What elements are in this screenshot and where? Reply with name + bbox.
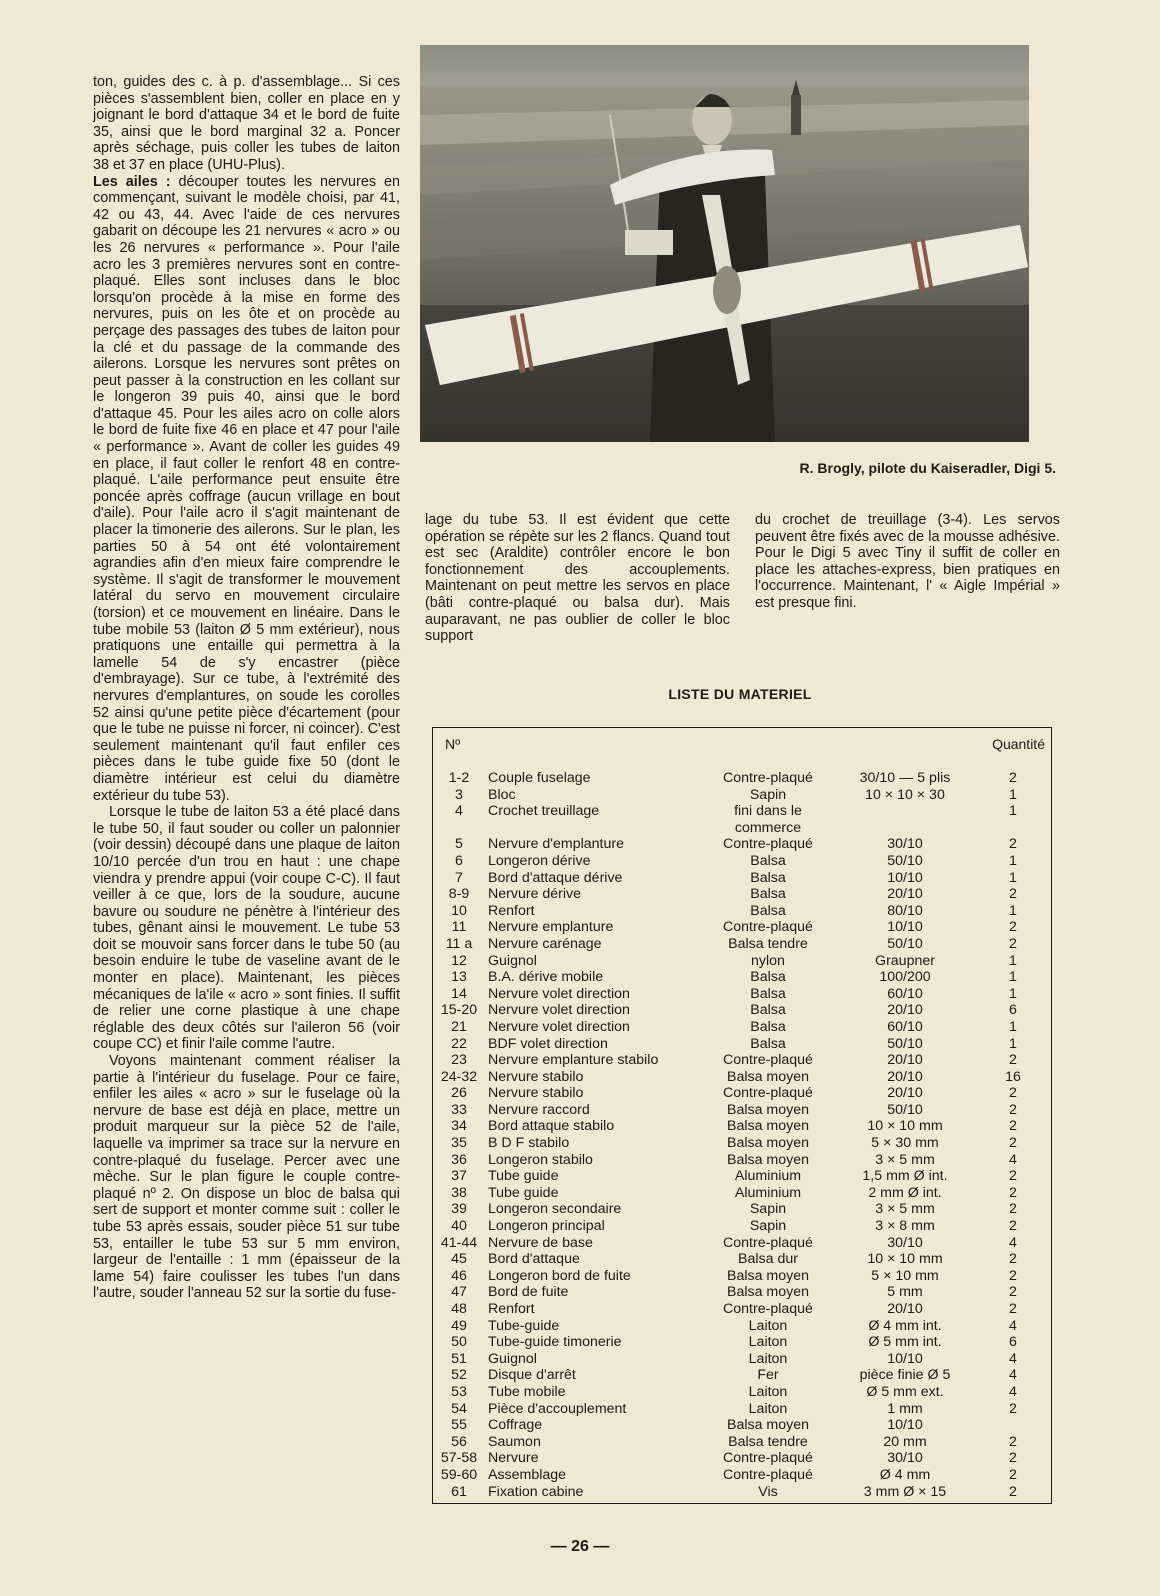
cell-dimension: 20 mm	[883, 1433, 927, 1450]
cell-number: 1-2	[448, 770, 470, 786]
cell-designation: Disque d'arrêt	[488, 1367, 576, 1384]
cell-material: Balsa	[750, 1035, 786, 1052]
cell-dimension: 10 × 10 mm	[867, 1118, 943, 1135]
cell-designation: Bord attaque stabilo	[488, 1118, 615, 1135]
cell-designation: B D F stabilo	[488, 1135, 570, 1152]
cell-quantity: 2	[1009, 1284, 1017, 1301]
table-row	[433, 1036, 1051, 1053]
cell-material: Aluminium	[734, 1168, 802, 1185]
table-row	[433, 870, 1051, 887]
cell-material: Balsa	[750, 1002, 786, 1019]
table-row	[433, 953, 1051, 970]
cell-number: 36	[451, 1151, 467, 1168]
cell-number: 41-44	[440, 1234, 478, 1251]
cell-quantity: 2	[1009, 1301, 1017, 1317]
cell-dimension: pièce finie Ø 5	[859, 1367, 951, 1384]
cell-number: 38	[451, 1184, 467, 1201]
table-row	[433, 969, 1051, 986]
cell-number: 14	[451, 985, 467, 1002]
cell-designation: Tube guide	[488, 1168, 559, 1185]
cell-designation: Nervure carénage	[488, 935, 602, 952]
cell-dimension: 20/10	[887, 1085, 923, 1102]
cell-number: 35	[451, 1135, 467, 1152]
cell-dimension: 5 × 10 mm	[871, 1267, 939, 1284]
cell-quantity: 2	[1009, 1251, 1017, 1268]
paragraph-wings	[93, 174, 400, 805]
cell-material: Balsa moyen	[726, 1267, 809, 1284]
cell-quantity: 1	[1009, 902, 1017, 919]
cell-material: Balsa moyen	[726, 1118, 809, 1135]
cell-quantity: 2	[1009, 1267, 1017, 1284]
cell-quantity: 2	[1009, 1101, 1017, 1118]
cell-number: 3	[455, 786, 463, 803]
table-row	[433, 1085, 1051, 1102]
cell-number: 50	[451, 1334, 467, 1351]
cell-designation: B.A. dérive mobile	[488, 969, 604, 986]
cell-number: 57-58	[440, 1450, 478, 1467]
cell-material: Balsa moyen	[726, 1284, 809, 1301]
header-number: Nº	[445, 736, 461, 752]
cell-dimension: 10 × 10 mm	[867, 1251, 943, 1268]
cell-designation: Pièce d'accouplement	[488, 1400, 627, 1417]
cell-number: 12	[451, 952, 467, 969]
cell-quantity: 2	[1009, 1433, 1017, 1450]
table-row	[433, 836, 1051, 853]
cell-material: Fer	[757, 1367, 779, 1384]
cell-dimension: 5 mm	[887, 1284, 923, 1301]
cell-quantity: 4	[1009, 1350, 1017, 1367]
cell-quantity: 2	[1009, 1400, 1017, 1417]
cell-designation: Longeron dérive	[488, 852, 591, 869]
cell-material: Balsa moyen	[726, 1135, 809, 1152]
cell-material: Contre-plaqué	[723, 836, 813, 853]
cell-number: 56	[451, 1433, 467, 1450]
cell-quantity: 2	[1009, 1483, 1017, 1500]
table-row	[433, 936, 1051, 953]
photo-caption: R. Brogly, pilote du Kaiseradler, Digi 5.	[799, 460, 1056, 476]
cell-number: 33	[451, 1101, 467, 1118]
cell-quantity: 1	[1009, 786, 1017, 803]
cell-quantity: 4	[1009, 1151, 1017, 1168]
cell-quantity: 1	[1009, 985, 1017, 1002]
cell-designation: Bord d'attaque dérive	[488, 869, 623, 886]
cell-number: 61	[451, 1483, 467, 1500]
cell-material: Sapin	[749, 1218, 787, 1235]
cell-dimension: Graupner	[875, 952, 935, 969]
cell-material: Balsa	[750, 869, 786, 886]
cell-designation: Couple fuselage	[488, 770, 591, 786]
cell-dimension: 30/10	[887, 836, 923, 853]
cell-material: Contre-plaqué	[723, 1450, 813, 1467]
cell-quantity: 2	[1009, 1168, 1017, 1185]
table-row	[433, 1019, 1051, 1036]
cell-designation: Tube-guide	[488, 1317, 560, 1334]
cell-material: Balsa	[750, 886, 786, 903]
cell-designation: Guignol	[488, 952, 537, 969]
pilot-photo	[420, 45, 1029, 442]
page-number: — 26 —	[550, 1538, 610, 1555]
cell-designation: Renfort	[488, 902, 535, 919]
cell-designation: Longeron principal	[488, 1218, 605, 1235]
paragraph: Voyons maintenant comment réaliser la partie à l'intérieur du fuselage. Pour ce faire, enfiler les ailes « acro » sur le fuselage où la nervure de base est déjà en place, mettre un produit marqueur sur la pièce 52 de l'aile, laquelle va imprimer sa trace sur la nervure en contre-plaqué du fuselage. Percer avec une mèche. Sur le plan figure le couple contre-plaqué nº 2. On dispose un bloc de balsa qui sert de support et monter comme suit : coller le tube 53 après essais, souder pièce 51 sur tube 53, entailler le tube 53 sur 5 mm environ, largeur de l'entaille : 1 mm (épaisseur de la lame 54) faire coulisser les tubes l'un dans l'autre, souder l'anneau 52 sur la sortie du fuse-	[93, 1053, 400, 1302]
cell-material: Contre-plaqué	[723, 1301, 813, 1317]
table-row	[433, 1367, 1051, 1384]
cell-designation: Renfort	[488, 1301, 535, 1317]
table-row	[433, 853, 1051, 870]
cell-designation: BDF volet direction	[488, 1035, 608, 1052]
right-text-column: du crochet de treuillage (3-4). Les servos peuvent être fixés avec de la mousse adhésive. Pour le Digi 5 avec Tiny il suffit de coller en place les attaches-express, bien pratiques en l'occurrence. Maintenant, l' « Aigle Impérial » est presque fini.	[755, 512, 1060, 611]
cell-material: Contre-plaqué	[723, 1052, 813, 1069]
cell-material: Laiton	[748, 1400, 788, 1417]
table-row	[433, 787, 1051, 804]
header-quantity: Quantité	[992, 736, 1045, 752]
cell-dimension: 20/10	[887, 1068, 923, 1085]
table-row	[433, 1334, 1051, 1351]
cell-material: Laiton	[748, 1317, 788, 1334]
cell-number: 7	[455, 869, 463, 886]
cell-material: Contre-plaqué	[723, 919, 813, 936]
table-row	[433, 770, 1051, 787]
table-header	[433, 736, 1051, 754]
cell-quantity: 4	[1009, 1234, 1017, 1251]
cell-number: 34	[451, 1118, 467, 1135]
cell-material: Balsa	[750, 969, 786, 986]
cell-number: 8-9	[448, 886, 470, 903]
cell-dimension: 50/10	[887, 1035, 923, 1052]
cell-number: 47	[451, 1284, 467, 1301]
cell-number: 55	[451, 1417, 467, 1434]
cell-number: 24-32	[440, 1068, 478, 1085]
cell-number: 5	[455, 836, 463, 853]
cell-dimension: 80/10	[887, 902, 923, 919]
table-row	[433, 1484, 1051, 1501]
cell-designation: Assemblage	[488, 1466, 567, 1483]
cell-material: Contre-plaqué	[723, 1234, 813, 1251]
cell-quantity: 1	[1009, 869, 1017, 886]
cell-material: fini dans le commerce	[734, 803, 802, 836]
cell-designation: Bloc	[488, 786, 516, 803]
paragraph: Lorsque le tube de laiton 53 a été placé dans le tube 50, il faut souder ou coller un palonnier (voir dessin) découpé dans une plaque de laiton 10/10 percée d'un trou en haut : une chape viendra y prendre appui (voir coupe C-C). Il faut veiller à ce que, lors de la soudure, aucune bavure ou soudure ne pénètre à l'intérieur des tubes, gênant ainsi le mouvement. Le tube 53 doit se mouvoir sans forcer dans le tube 50 (au besoin enduire le tube de vaseline avant de le monter en place). Maintenant, les pièces mécaniques de la'ile « acro » sont finies. Il suffit de relier une corne plastique à une chape réglable des deux côtés sur l'aileron 56 (voir coupe CC) et finir l'aile comme l'autre.	[93, 804, 400, 1053]
table-row	[433, 1401, 1051, 1418]
cell-material: Balsa moyen	[726, 1151, 809, 1168]
left-text-column	[93, 74, 400, 1302]
cell-dimension: 30/10 — 5 plis	[859, 770, 951, 786]
cell-number: 21	[451, 1018, 467, 1035]
cell-number: 48	[451, 1301, 467, 1317]
cell-designation: Nervure emplanture stabilo	[488, 1052, 659, 1069]
cell-quantity: 2	[1009, 1052, 1017, 1069]
cell-designation: Fixation cabine	[488, 1483, 584, 1500]
cell-material: Contre-plaqué	[723, 770, 813, 786]
cell-material: Balsa	[750, 852, 786, 869]
cell-quantity: 2	[1009, 919, 1017, 936]
cell-dimension: Ø 4 mm	[879, 1466, 931, 1483]
cell-dimension: Ø 4 mm int.	[868, 1317, 942, 1334]
cell-material: nylon	[751, 952, 785, 969]
cell-number: 26	[451, 1085, 467, 1102]
cell-material: Contre-plaqué	[723, 1085, 813, 1102]
cell-designation: Nervure volet direction	[488, 1018, 630, 1035]
cell-designation: Tube guide	[488, 1184, 559, 1201]
cell-dimension: 3 × 5 mm	[875, 1151, 935, 1168]
cell-dimension: 10/10	[887, 869, 923, 886]
table-row	[433, 1284, 1051, 1301]
table-row	[433, 1417, 1051, 1434]
cell-designation: Nervure stabilo	[488, 1068, 584, 1085]
table-row	[433, 1102, 1051, 1119]
paragraph-text: découper toutes les nervures en commençant, suivant le modèle choisi, par 41, 42 ou 43, 44. Avec l'aide de ces nervures gabarit on découpe les 21 nervures « acro » ou les 26 nervures « performance ». Pour l'aile acro les 3 premières nervures sont en contre-plaqué. Elles sont incluses dans le bloc lorsqu'on procède à la mise en forme des nervures, puis on les ôte et on procède au perçage des passages des tubes de laiton pour la clé et du passage de la commande des ailerons. Lorsque les nervures sont prêtes on peut passer à la construction en les collant sur le longeron 39 puis 40, ainsi que le bord d'attaque 45. Pour les ailes acro on colle alors le bord de fuite fixe 46 en place et 47 pour l'aile « performance ». Avant de coller les guides 49 en place, il faut coller le renfort 48 en contre-plaqué. L'aile performance peut ensuite être poncée après coffrage (aucun vrillage en bout d'aile). Pour l'aile acro il s'agit maintenant de placer la timonerie des ailerons. Sur le plan, les parties 50 à 54 ont été volontairement agrandies afin d'en mieux faire comprendre le système. Il s'agit de transformer le mouvement latéral du servo en mouvement circulaire (torsion) et ce mouvement en linéaire. Dans le tube mobile 53 (laiton Ø 5 mm extérieur), nous pratiquons une entaille qui permettra à la lamelle 54 de s'y encastrer (pièce d'embrayage). Sur ce tube, à l'extrémité des nervures d'emplantures, on soude les corolles 52 ainsi qu'une petite pièce d'écartement (pour que le tube ne puisse ni forcer, ni coincer). C'est seulement maintenant qu'il faut enfiler ces pièces dans le tube guide fixe 50 (dont le diamètre intérieur est celui du diamètre extérieur du tube 53).	[93, 173, 401, 804]
cell-material: Balsa moyen	[726, 1068, 809, 1085]
table-row	[433, 1118, 1051, 1135]
cell-dimension: 20/10	[887, 1301, 923, 1317]
table-row	[433, 1467, 1051, 1484]
cell-dimension: 100/200	[879, 969, 931, 986]
cell-designation: Nervure stabilo	[488, 1085, 584, 1102]
cell-number: 23	[451, 1052, 467, 1069]
cell-dimension: 20/10	[887, 1052, 923, 1069]
cell-dimension: Ø 5 mm int.	[868, 1334, 942, 1351]
cell-material: Laiton	[748, 1383, 788, 1400]
cell-designation: Tube-guide timonerie	[488, 1334, 622, 1351]
cell-dimension: 1 mm	[887, 1400, 923, 1417]
material-table	[432, 727, 1052, 1504]
cell-number: 22	[451, 1035, 467, 1052]
cell-number: 53	[451, 1383, 467, 1400]
cell-dimension: 20/10	[887, 886, 923, 903]
cell-number: 51	[451, 1350, 467, 1367]
cell-dimension: 60/10	[887, 1018, 923, 1035]
cell-quantity: 2	[1009, 1450, 1017, 1467]
cell-quantity: 16	[1005, 1068, 1021, 1085]
cell-dimension: 3 × 8 mm	[875, 1218, 935, 1235]
cell-quantity: 4	[1009, 1367, 1017, 1384]
cell-dimension: 2 mm Ø int.	[868, 1184, 942, 1201]
table-row	[433, 1135, 1051, 1152]
cell-number: 10	[451, 902, 467, 919]
cell-number: 11 a	[445, 935, 473, 952]
cell-material: Balsa	[750, 1018, 786, 1035]
cell-material: Sapin	[749, 1201, 787, 1218]
table-row	[433, 1069, 1051, 1086]
cell-dimension: 10/10	[887, 1350, 923, 1367]
table-row	[433, 1218, 1051, 1235]
cell-designation: Bord de fuite	[488, 1284, 569, 1301]
cell-dimension: 1,5 mm Ø int.	[862, 1168, 948, 1185]
cell-material: Balsa	[750, 985, 786, 1002]
table-row	[433, 1201, 1051, 1218]
cell-material: Laiton	[748, 1334, 788, 1351]
cell-number: 49	[451, 1317, 467, 1334]
table-row	[433, 1052, 1051, 1069]
cell-designation: Bord d'attaque	[488, 1251, 580, 1268]
table-row	[433, 919, 1051, 936]
middle-text-column: lage du tube 53. Il est évident que cette opération se répète sur les 2 flancs. Quand tout est sec (Araldite) contrôler encore le bon fonctionnement des accouplements. Maintenant on peut mettre les servos en place (bâti contre-plaqué ou balsa dur). Mais auparavant, ne pas oublier de coller le bloc support	[425, 512, 730, 645]
cell-dimension: 60/10	[887, 985, 923, 1002]
cell-material: Vis	[758, 1483, 778, 1500]
cell-designation: Nervure d'emplanture	[488, 836, 624, 853]
cell-material: Sapin	[749, 786, 787, 803]
cell-number: 54	[451, 1400, 467, 1417]
table-row	[433, 1301, 1051, 1318]
table-row	[433, 1235, 1051, 1252]
cell-dimension: 3 × 5 mm	[875, 1201, 935, 1218]
cell-material: Balsa	[750, 902, 786, 919]
cell-designation: Nervure	[488, 1450, 539, 1467]
paragraph: ton, guides des c. à p. d'assemblage... Si ces pièces s'assemblent bien, coller en place en y joignant le bord d'attaque 34 et le bord de fuite 35, ainsi que le bord marginal 32 a. Poncer après séchage, puis coller les tubes de laiton 38 et 37 en place (UHU-Plus).	[93, 74, 400, 173]
table-row	[433, 1318, 1051, 1335]
cell-material: Contre-plaqué	[723, 1466, 813, 1483]
table-row	[433, 1450, 1051, 1467]
cell-quantity: 1	[1009, 852, 1017, 869]
cell-designation: Nervure raccord	[488, 1101, 590, 1118]
cell-designation: Nervure dérive	[488, 886, 582, 903]
cell-number: 45	[451, 1251, 467, 1268]
cell-quantity: 2	[1009, 836, 1017, 853]
cell-number: 40	[451, 1218, 467, 1235]
cell-dimension: 5 × 30 mm	[871, 1135, 939, 1152]
cell-number: 13	[451, 969, 467, 986]
cell-dimension: 50/10	[887, 852, 923, 869]
cell-quantity: 2	[1009, 770, 1017, 786]
material-list-title: LISTE DU MATERIEL	[668, 686, 812, 702]
cell-designation: Nervure volet direction	[488, 985, 630, 1002]
cell-number: 59-60	[440, 1466, 478, 1483]
table-row	[433, 1251, 1051, 1268]
cell-quantity: 2	[1009, 1135, 1017, 1152]
cell-dimension: 10/10	[887, 1417, 923, 1434]
cell-quantity: 4	[1009, 1383, 1017, 1400]
cell-number: 6	[455, 852, 463, 869]
table-row	[433, 1268, 1051, 1285]
cell-designation: Longeron bord de fuite	[488, 1267, 631, 1284]
cell-quantity: 2	[1009, 1201, 1017, 1218]
cell-material: Balsa dur	[738, 1251, 798, 1268]
cell-designation: Nervure volet direction	[488, 1002, 630, 1019]
cell-quantity: 1	[1009, 803, 1017, 820]
cell-designation: Crochet treuillage	[488, 803, 600, 820]
cell-designation: Tube mobile	[488, 1383, 566, 1400]
cell-material: Balsa tendre	[728, 1433, 808, 1450]
cell-dimension: 20/10	[887, 1002, 923, 1019]
cell-designation: Guignol	[488, 1350, 537, 1367]
table-row	[433, 1434, 1051, 1451]
cell-dimension: 30/10	[887, 1234, 923, 1251]
cell-quantity: 2	[1009, 1218, 1017, 1235]
cell-dimension: 30/10	[887, 1450, 923, 1467]
cell-dimension: 50/10	[887, 935, 923, 952]
table-row	[433, 1152, 1051, 1169]
cell-number: 11	[451, 919, 467, 936]
cell-designation: Saumon	[488, 1433, 541, 1450]
cell-quantity: 1	[1009, 1035, 1017, 1052]
cell-dimension: 10/10	[887, 919, 923, 936]
cell-number: 15-20	[440, 1002, 478, 1019]
cell-number: 52	[451, 1367, 467, 1384]
cell-material: Laiton	[748, 1350, 788, 1367]
cell-quantity: 2	[1009, 935, 1017, 952]
cell-designation: Longeron stabilo	[488, 1151, 593, 1168]
cell-designation: Nervure de base	[488, 1234, 593, 1251]
cell-number: 39	[451, 1201, 467, 1218]
cell-material: Aluminium	[734, 1184, 802, 1201]
cell-quantity: 1	[1009, 1018, 1017, 1035]
table-row	[433, 1168, 1051, 1185]
cell-designation: Longeron secondaire	[488, 1201, 622, 1218]
cell-quantity: 6	[1009, 1334, 1017, 1351]
table-row	[433, 903, 1051, 920]
cell-quantity: 2	[1009, 1118, 1017, 1135]
cell-material: Balsa tendre	[728, 935, 808, 952]
cell-material: Balsa moyen	[726, 1417, 809, 1434]
table-row	[433, 1384, 1051, 1401]
cell-quantity: 1	[1009, 952, 1017, 969]
table-row	[433, 1002, 1051, 1019]
cell-quantity: 2	[1009, 1085, 1017, 1102]
cell-number: 46	[451, 1267, 467, 1284]
cell-quantity: 2	[1009, 886, 1017, 903]
table-row	[433, 1185, 1051, 1202]
table-body	[433, 770, 1051, 1500]
cell-number: 37	[451, 1168, 467, 1185]
cell-dimension: 50/10	[887, 1101, 923, 1118]
cell-quantity: 4	[1009, 1317, 1017, 1334]
cell-dimension: Ø 5 mm ext.	[866, 1383, 944, 1400]
table-row	[433, 886, 1051, 903]
cell-quantity: 1	[1009, 969, 1017, 986]
cell-dimension: 3 mm Ø × 15	[863, 1483, 947, 1500]
table-row	[433, 986, 1051, 1003]
cell-quantity: 6	[1009, 1002, 1017, 1019]
cell-number: 4	[455, 803, 463, 820]
table-row	[433, 1351, 1051, 1368]
cell-quantity: 2	[1009, 1184, 1017, 1201]
cell-material: Balsa moyen	[726, 1101, 809, 1118]
cell-designation: Nervure emplanture	[488, 919, 614, 936]
cell-designation: Coffrage	[488, 1417, 543, 1434]
table-row	[433, 803, 1051, 836]
cell-dimension: 10 × 10 × 30	[865, 786, 945, 803]
section-heading: Les ailes :	[93, 173, 171, 190]
cell-quantity: 2	[1009, 1466, 1017, 1483]
